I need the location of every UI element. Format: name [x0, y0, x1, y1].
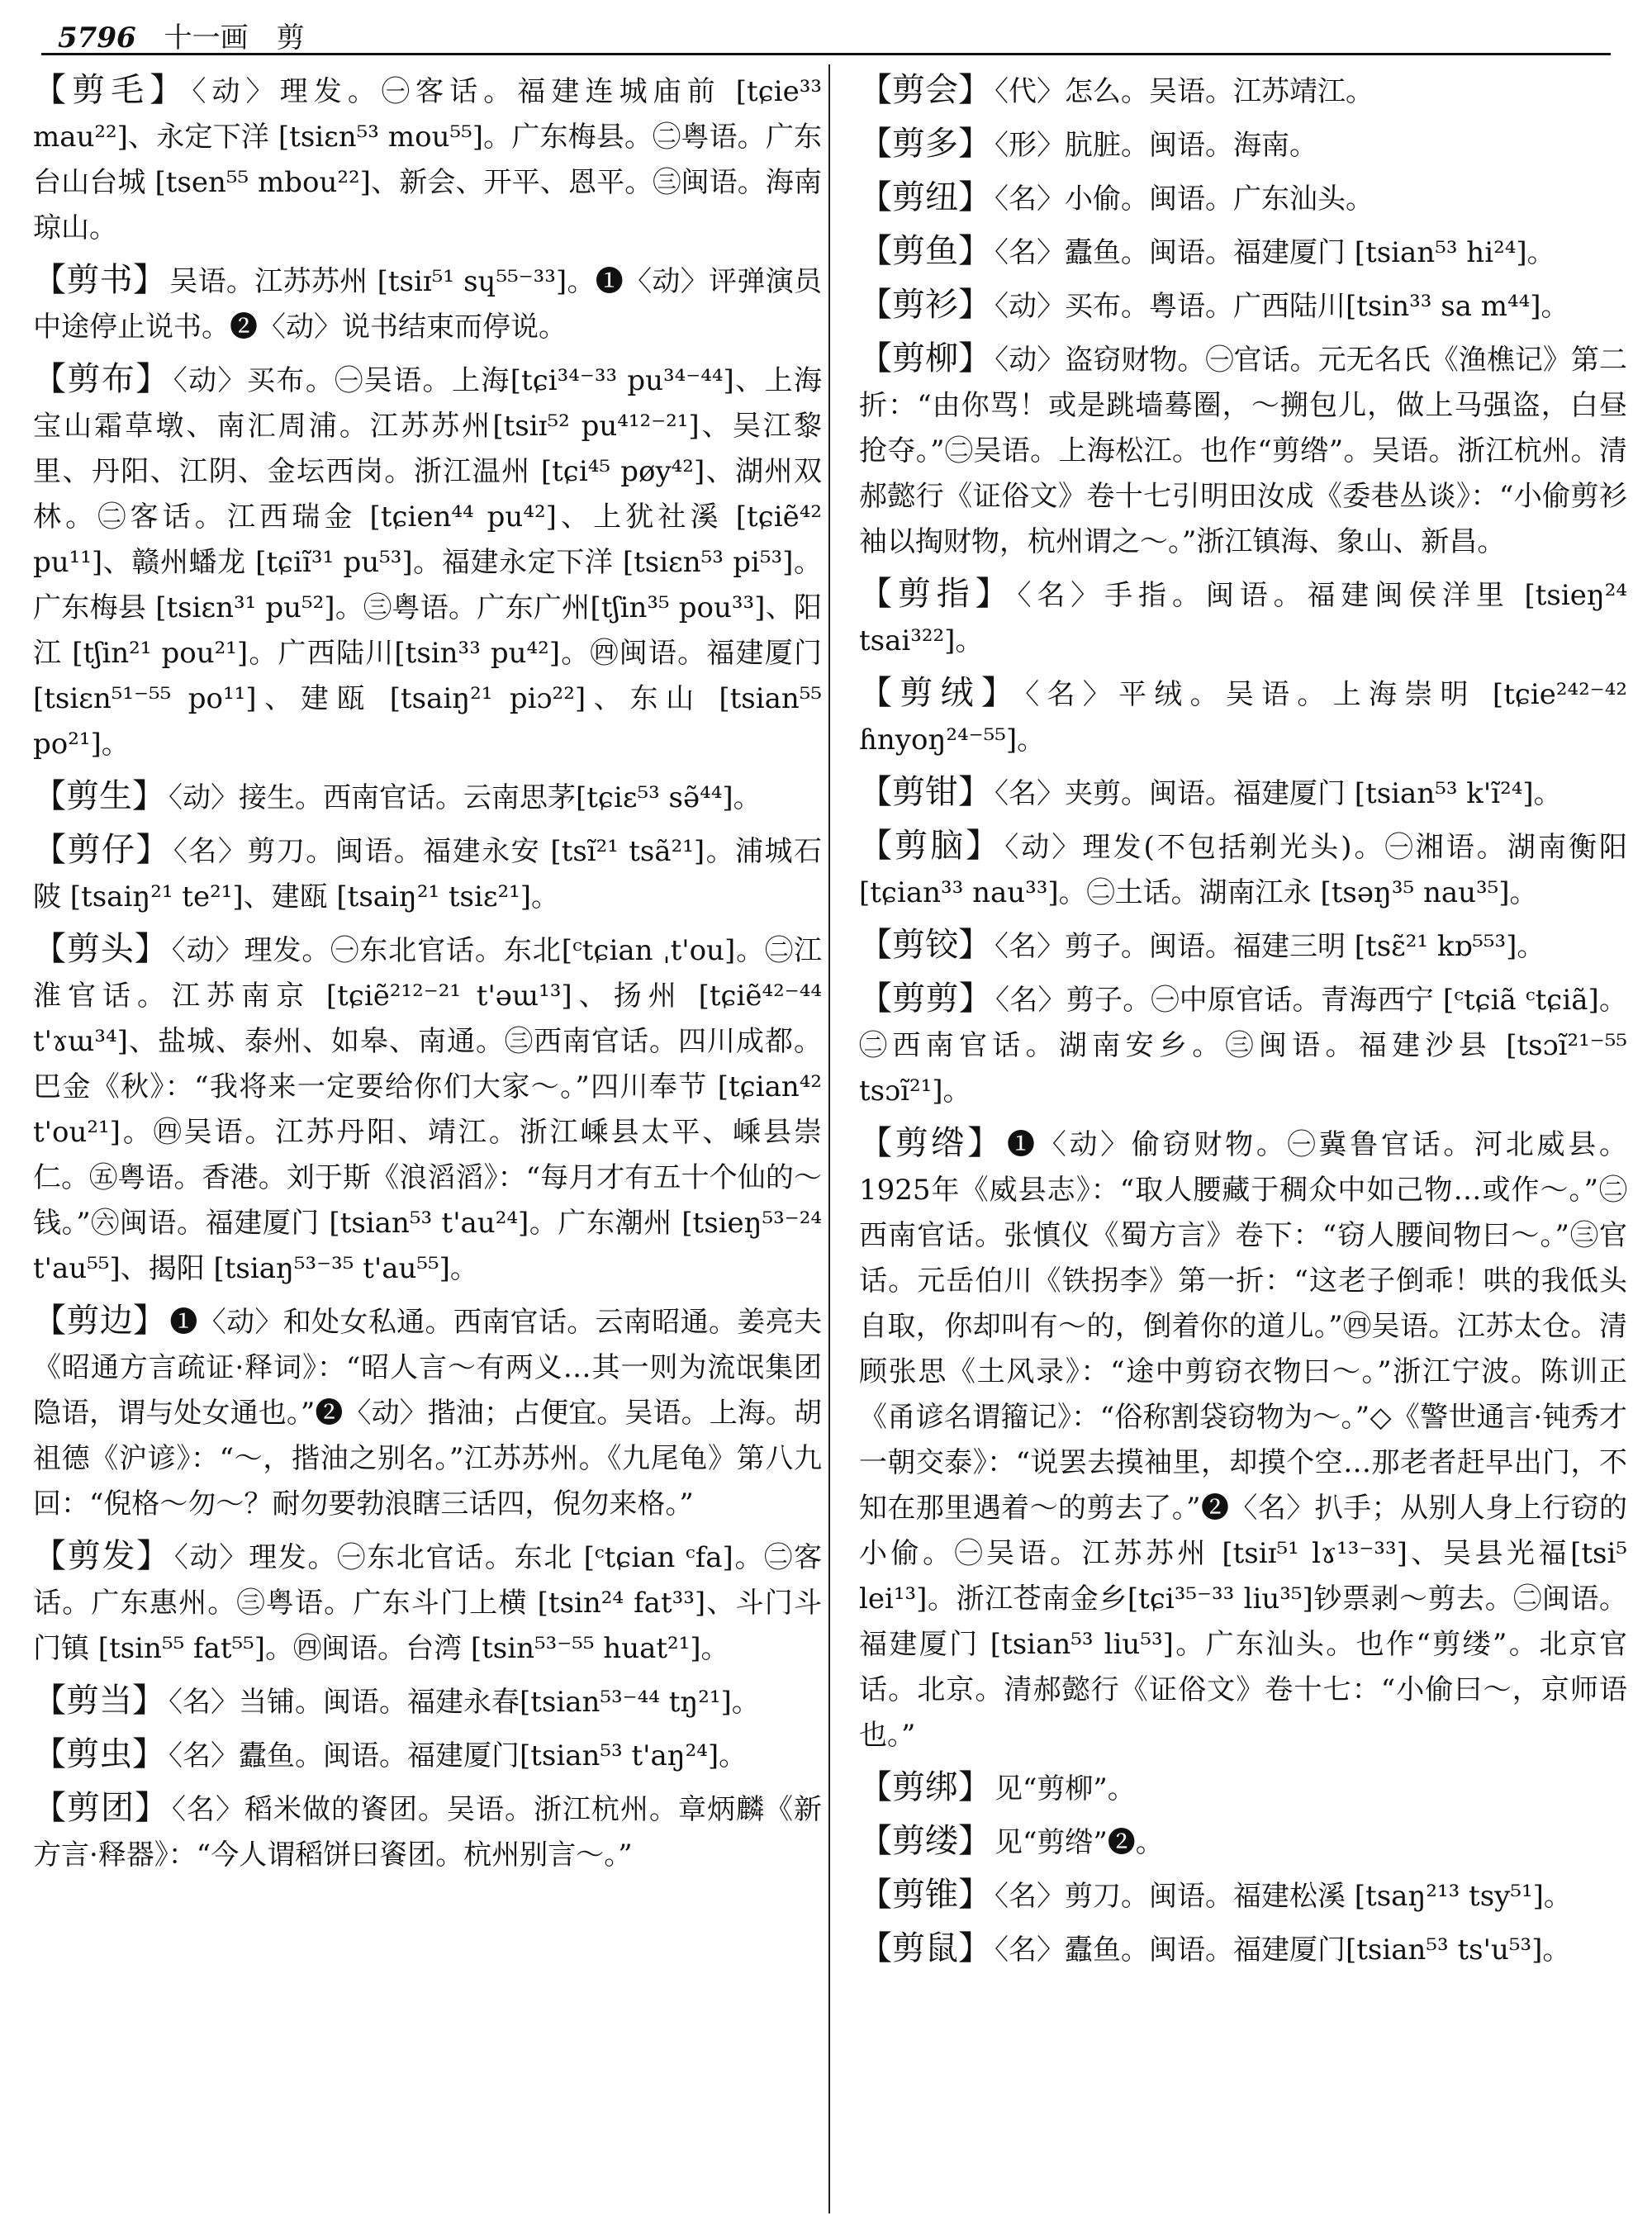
headword: 【剪会】 — [859, 71, 991, 109]
definition: 〈动〉买布。粤语。广西陆川[tsin³³ sa m⁴⁴]。 — [995, 290, 1569, 323]
dictionary-entry — [859, 671, 1627, 763]
dictionary-entry — [33, 774, 822, 821]
dictionary-entry — [859, 1926, 1627, 1973]
headword: 【剪鱼】 — [859, 232, 991, 270]
definition: 〈名〉蠹鱼。闽语。福建厦门[tsian⁵³ ts'u⁵³]。 — [995, 1933, 1571, 1967]
dictionary-entry — [859, 1121, 1627, 1758]
headword: 【剪发】 — [33, 1537, 171, 1575]
dictionary-entry — [859, 121, 1627, 168]
definition: 〈动〉理发。㊀东北官话。东北 [ᶜtɕian ᶜfa]。㊁客话。广东惠州。㊂粤语。广东斗门上横 [tsin²⁴ fat³³]、斗门斗门镇 [tsin⁵⁵ fat⁵⁵]。㊃闽语。台湾 [tsin⁵³⁻⁵⁵ huat²¹]。 — [33, 1541, 822, 1665]
headword: 【剪团】 — [33, 1789, 169, 1827]
headword: 【剪锥】 — [859, 1876, 991, 1914]
dictionary-entry — [33, 1732, 822, 1779]
page-number: 5796 — [58, 21, 136, 55]
dictionary-entry — [33, 828, 822, 920]
dictionary-entry — [33, 1786, 822, 1878]
dictionary-entry — [859, 572, 1627, 664]
headword: 【剪纽】 — [859, 178, 991, 216]
definition: 吴语。江苏苏州 [tsiɪ⁵¹ sɥ⁵⁵⁻³³]。❶〈动〉评弹演员中途停止说书。❷〈动〉说书结束而停说。 — [33, 265, 823, 344]
right-column — [859, 68, 1627, 1980]
definition: 〈名〉小偷。闽语。广东汕头。 — [995, 183, 1374, 216]
definition: 〈名〉手指。闽语。福建闽侯洋里 [tsieŋ²⁴ tsai³²²]。 — [859, 579, 1627, 657]
definition: 〈动〉理发。㊀客话。福建连城庙前 [tɕie³³ mau²²]、永定下洋 [tsiɛn⁵³ mou⁵⁵]。广东梅县。㊁粤语。广东台山台城 [tsen⁵⁵ mbou²²]、新会、开平、恩平。㊂闽语。海南琼山。 — [33, 75, 822, 244]
headword: 【剪钳】 — [859, 773, 991, 811]
definition: 〈名〉蠹鱼。闽语。福建厦门 [tsian⁵³ hi²⁴]。 — [995, 236, 1555, 269]
dictionary-entry — [859, 282, 1627, 330]
dictionary-entry — [33, 357, 822, 767]
dictionary-entry — [33, 1534, 822, 1672]
definition: 〈动〉盗窃财物。㊀官话。元无名氏《渔樵记》第二折：“由你骂！或是跳墙蓦圈，～搠包儿，做上马强盗，白昼抢夺。”㊁吴语。上海松江。也作“剪绺”。吴语。浙江杭州。清郝懿行《证俗文》卷十七引明田汝成《委巷丛谈》：“小偷剪衫袖以掏财物，杭州谓之～。”浙江镇海、象山、新昌。 — [859, 344, 1628, 558]
definition: ❶〈动〉偷窃财物。㊀冀鲁官话。河北威县。1925年《威县志》：“取人腰藏于稠众中如己物…或作～。”㊁西南官话。张慎仪《蜀方言》卷下：“窃人腰间物曰～。”㊂官话。元岳伯川《铁拐李》第一折：“这老子倒乖！哄的我低头自取，你却叫有～的，倒着你的道儿。”㊃吴语。江苏太仓。清顾张思《土风录》：“途中剪窃衣物曰～。”浙江宁波。陈训正《甬谚名谓籀记》：“俗称割袋窃物为～。”◇《警世通言·钝秀才一朝交泰》：“说罢去摸袖里，却摸个空…那老者赶早出门，不知在那里遇着～的剪去了。”❷〈名〉扒手；从别人身上行窃的小偷。㊀吴语。江苏苏州 [tsiɪ⁵¹ lɤ¹³⁻³³]、吴县光福[tsi⁵ lei¹³]。浙江苍南金乡[tɕi³⁵⁻³³ liu³⁵]钞票剥～剪去。㊁闽语。福建厦门 [tsian⁵³ liu⁵³]。广东汕头。也作“剪缕”。北京官话。北京。清郝懿行《证俗文》卷十七：“小偷曰～，京师语也。” — [859, 1128, 1628, 1752]
head-character: 剪 — [276, 21, 305, 55]
headword: 【剪仔】 — [33, 831, 170, 869]
headword: 【剪边】 — [33, 1302, 167, 1340]
dictionary-entry — [859, 68, 1627, 115]
definition: 〈动〉理发(不包括剃光头)。㊀湘语。湖南衡阳 [tɕian³³ nau³³]。㊁土话。湖南江永 [tsəŋ³⁵ nau³⁵]。 — [859, 831, 1628, 909]
definition: 见“剪柳”。 — [995, 1772, 1136, 1805]
running-head — [58, 15, 305, 55]
headword: 【剪衫】 — [859, 286, 991, 324]
definition: ❶〈动〉和处女私通。西南官话。云南昭通。姜亮夫《昭通方言疏证·释词》：“昭人言～有两义…其一则为流氓集团隐语，谓与处女通也。”❷〈动〉揩油；占便宜。吴语。上海。胡祖德《沪谚》：“～，揩油之别名。”江苏苏州。《九尾龟》第八九回：“倪格～勿～？耐勿要勃浪瞎三话四，倪勿来格。” — [33, 1306, 823, 1521]
dictionary-entry — [33, 68, 822, 251]
definition: 〈动〉买布。㊀吴语。上海[tɕi³⁴⁻³³ pu³⁴⁻⁴⁴]、上海宝山霜草墩、南汇周浦。江苏苏州[tsiɪ⁵² pu⁴¹²⁻²¹]、吴江黎里、丹阳、江阴、金坛西岗。浙江温州 [tɕi⁴⁵ pøy⁴²]、湖州双林。㊁客话。江西瑞金 [tɕien⁴⁴ pu⁴²]、上犹社溪 [tɕiẽ⁴² pu¹¹]、赣州蟠龙 [tɕiĩ³¹ pu⁵³]。福建永定下洋 [tsiɛn⁵³ pi⁵³]。广东梅县 [tsiɛn³¹ pu⁵²]。㊂粤语。广东广州[tʃin³⁵ pou³³]、阳江 [tʃin²¹ pou²¹]。广西陆川[tsin³³ pu⁴²]。㊃闽语。福建厦门 [tsiɛn⁵¹⁻⁵⁵ po¹¹]、建瓯 [tsaiŋ²¹ piɔ²²]、东山 [tsian⁵⁵ po²¹]。 — [33, 364, 822, 761]
headword: 【剪指】 — [859, 575, 1014, 613]
definition: 〈动〉理发。㊀东北官话。东北[ᶜtɕian ˌt'ou]。㊁江淮官话。江苏南京 [tɕiẽ²¹²⁻²¹ t'əɯ¹³]、扬州 [tɕiẽ⁴²⁻⁴⁴ t'ɤɯ³⁴]、盐城、泰州、如皋、南通。㊂西南官话。四川成都。巴金《秋》：“我将来一定要给你们大家～。”四川奉节 [tɕian⁴² t'ou²¹]。㊃吴语。江苏丹阳、靖江。浙江嵊县太平、嵊县崇仁。㊄粤语。香港。刘于斯《浪滔滔》：“每月才有五十个仙的～钱。”㊅闽语。福建厦门 [tsian⁵³ t'au²⁴]。广东潮州 [tsieŋ⁵³⁻²⁴ t'au⁵⁵]、揭阳 [tsiaŋ⁵³⁻³⁵ t'au⁵⁵]。 — [33, 934, 823, 1285]
headword: 【剪柳】 — [859, 339, 992, 377]
headword: 【剪绑】 — [859, 1768, 991, 1806]
headword: 【剪生】 — [33, 777, 165, 815]
headword: 【剪当】 — [33, 1682, 165, 1720]
dictionary-entry — [859, 336, 1627, 565]
definition: 〈名〉当铺。闽语。福建永春[tsian⁵³⁻⁴⁴ tŋ²¹]。 — [169, 1686, 760, 1719]
dictionary-entry — [859, 770, 1627, 817]
headword: 【剪绺】 — [859, 1124, 1004, 1162]
dictionary-entry — [859, 1819, 1627, 1866]
definition: 〈名〉剪刀。闽语。福建松溪 [tsaŋ²¹³ tsy⁵¹]。 — [995, 1880, 1572, 1913]
stroke-section: 十一画 — [164, 21, 249, 55]
definition: 〈名〉剪子。闽语。福建三明 [tsɛ̃²¹ kɒ⁵⁵³]。 — [995, 930, 1545, 963]
dictionary-entry — [859, 1872, 1627, 1919]
dictionary-entry — [859, 976, 1627, 1114]
definition: 〈名〉蠹鱼。闽语。福建厦门[tsian⁵³ t'aŋ²⁴]。 — [169, 1739, 748, 1772]
headword: 【剪毛】 — [33, 71, 189, 109]
header-rule — [41, 53, 1611, 55]
headword: 【剪多】 — [859, 125, 991, 163]
dictionary-entry — [33, 927, 822, 1292]
definition: 〈动〉接生。西南官话。云南思茅[tɕiɛ⁵³ sə̃⁴⁴]。 — [169, 781, 762, 814]
definition: 〈名〉平绒。吴语。上海崇明 [tɕie²⁴²⁻⁴² ɦnyoŋ²⁴⁻⁵⁵]。 — [859, 678, 1627, 757]
definition: 〈名〉夹剪。闽语。福建厦门 [tsian⁵³ k'ĩ²⁴]。 — [995, 777, 1562, 810]
headword: 【剪书】 — [33, 261, 167, 299]
definition: 〈名〉剪刀。闽语。福建永安 [tsĩ²¹ tsã²¹]。浦城石陂 [tsaiŋ²¹ te²¹]、建瓯 [tsaiŋ²¹ tsiɛ²¹]。 — [33, 835, 823, 913]
definition: 〈代〉怎么。吴语。江苏靖江。 — [995, 75, 1374, 108]
dictionary-entry — [33, 1678, 822, 1725]
dictionary-entry — [859, 923, 1627, 970]
dictionary-entry — [33, 1298, 822, 1527]
dictionary-entry — [859, 823, 1627, 916]
headword: 【剪脑】 — [859, 827, 1002, 865]
headword: 【剪头】 — [33, 930, 169, 968]
definition: 〈形〉肮脏。闽语。海南。 — [995, 129, 1317, 162]
headword: 【剪剪】 — [859, 980, 992, 1018]
headword: 【剪绒】 — [859, 674, 1023, 712]
dictionary-entry — [859, 1765, 1627, 1812]
headword: 【剪铰】 — [859, 926, 991, 964]
column-divider — [828, 64, 830, 2213]
definition: 见“剪绺”❷。 — [995, 1826, 1164, 1859]
left-column — [33, 68, 822, 1885]
headword: 【剪虫】 — [33, 1735, 165, 1773]
dictionary-entry — [859, 229, 1627, 276]
definition: 〈名〉稻米做的餈团。吴语。浙江杭州。章炳麟《新方言·释器》：“今人谓稻饼曰餈团。杭州别言～。” — [33, 1793, 822, 1872]
headword: 【剪布】 — [33, 360, 170, 398]
headword: 【剪鼠】 — [859, 1929, 991, 1967]
dictionary-entry — [33, 258, 822, 350]
definition: 〈名〉剪子。㊀中原官话。青海西宁 [ᶜtɕiã ᶜtɕiã]。㊁西南官话。湖南安乡。㊂闽语。福建沙县 [tsɔĩ²¹⁻⁵⁵ tsɔĩ²¹]。 — [859, 984, 1628, 1108]
dictionary-entry — [859, 175, 1627, 222]
headword: 【剪缕】 — [859, 1822, 991, 1860]
